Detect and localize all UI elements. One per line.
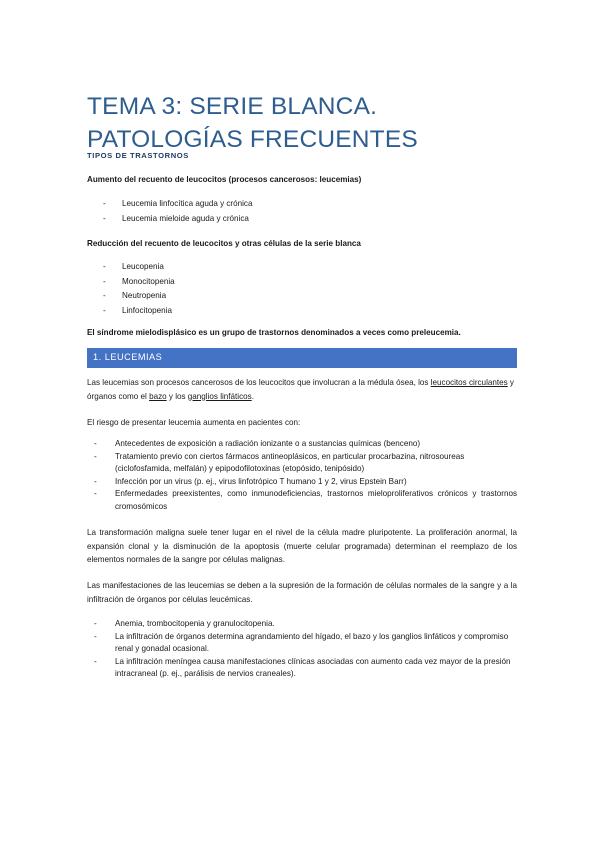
- increase-list: [87, 197, 517, 226]
- list-item: - Infección por un virus (p. ej., virus linfotrópico T humano 1 y 2, virus Epstein Barr): [94, 476, 407, 486]
- list-item: - Anemia, trombocitopenia y granulocitopenia.: [94, 619, 275, 628]
- list-item: - Enfermedades preexistentes, como inmunodeficiencias, trastornos mieloproliferativos crónicos y trastornos cromosómicos: [94, 489, 517, 511]
- risk-heading: El riesgo de presentar leucemia aumenta en pacientes con:: [87, 418, 301, 427]
- manifestations-paragraph: Las manifestaciones de las leucemias se deben a la supresión de la formación de células normales de la sangre y a la infiltración de órganos por células leucémicas.: [87, 581, 517, 604]
- list-item: - Monocitopenia: [103, 276, 175, 286]
- reduction-list: [87, 260, 517, 318]
- list-item: - Tratamiento previo con ciertos fármacos antineoplásicos, en particular procarbazina, nitrosoureas (ciclofosfamida, melfalán) y epipodofilotoxinas (etopósido, tenipósido): [94, 451, 465, 474]
- section-header-leucemias: [87, 348, 517, 368]
- increase-heading: Aumento del recuento de leucocitos (procesos cancerosos: leucemias): [87, 175, 362, 184]
- list-item: - Leucopenia: [103, 262, 164, 271]
- list-item: - Leucemia mieloide aguda y crónica: [103, 213, 249, 223]
- section-header-label: 1. LEUCEMIAS: [93, 352, 163, 362]
- leucemias-intro: Las leucemias son procesos cancerosos de los leucocitos que involucran a la médula ósea, los leucocitos circulantes y órganos como el bazo y los ganglios linfáticos.: [87, 378, 514, 401]
- term-leucocitos-circulantes: leucocitos circulantes: [430, 378, 508, 387]
- page-title: TEMA 3: SERIE BLANCA. PATOLOGÍAS FRECUENTES: [87, 93, 418, 154]
- list-item: - Leucemia linfocítica aguda y crónica: [103, 199, 253, 208]
- transformation-paragraph: La transformación maligna suele tener lugar en el nivel de la célula madre pluripotente. La proliferación anormal, la expansión clonal y la disminución de la apoptosis (muerte celular programada) determinan el reemplazo de los elementos normales de la sangre por células malignas.: [87, 528, 517, 565]
- risk-list: [87, 438, 517, 514]
- term-bazo: bazo: [149, 391, 167, 401]
- term-ganglios-linfaticos: ganglios linfáticos: [187, 391, 252, 401]
- list-item: - La infiltración meníngea causa manifestaciones clínicas asociadas con aumento cada vez mayor de la presión intracraneal (p. ej., parálisis de nervios craneales).: [94, 656, 511, 679]
- mds-note: El síndrome mielodisplásico es un grupo de trastornos denominados a veces como preleucemia.: [87, 328, 461, 337]
- section-subheading: TIPOS DE TRASTORNOS: [87, 151, 189, 160]
- list-item: - Neutropenia: [103, 291, 167, 300]
- reduction-heading: Reducción del recuento de leucocitos y otras células de la serie blanca: [87, 239, 361, 248]
- list-item: - Antecedentes de exposición a radiación ionizante o a sustancias químicas (benceno): [94, 439, 421, 448]
- list-item: - Linfocitopenia: [103, 305, 172, 315]
- manifestations-list: [87, 618, 517, 681]
- list-item: - La infiltración de órganos determina agrandamiento del hígado, el bazo y los ganglios linfáticos y compromiso renal y gonadal ocasional.: [94, 631, 509, 654]
